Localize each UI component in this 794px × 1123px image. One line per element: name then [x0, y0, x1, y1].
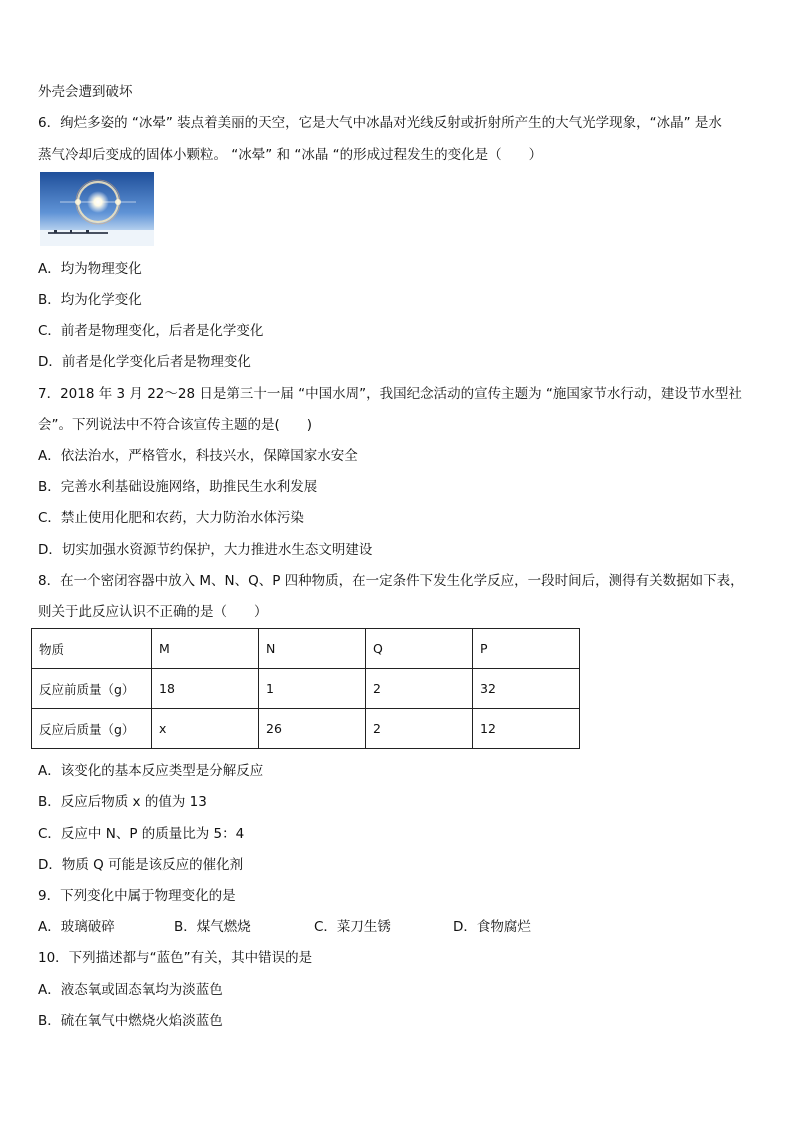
table-header-row [32, 629, 580, 669]
question-8-stem-cont: 则关于此反应认识不正确的是（ ） [38, 604, 268, 620]
question-7-option-a: A．依法治水，严格管水，科技兴水，保障国家水安全 [38, 448, 358, 464]
table-cell: 1 [259, 669, 366, 709]
table-header-cell: 物质 [32, 629, 152, 669]
question-8-option-a: A．该变化的基本反应类型是分解反应 [38, 763, 264, 779]
table-cell: 反应前质量（g） [32, 669, 152, 709]
table-cell: 12 [473, 709, 580, 749]
question-8-option-c: C．反应中 N、P 的质量比为 5：4 [38, 826, 245, 842]
table-cell: 32 [473, 669, 580, 709]
question-9-option-d: D．食物腐烂 [453, 919, 531, 935]
table-cell: 26 [259, 709, 366, 749]
question-8-option-d: D．物质 Q 可能是该反应的催化剂 [38, 857, 244, 873]
table-cell: 18 [152, 669, 259, 709]
table-cell: 反应后质量（g） [32, 709, 152, 749]
question-7-option-b: B．完善水利基础设施网络，助推民生水利发展 [38, 479, 318, 495]
question-8-stem: 8．在一个密闭容器中放入 M、N、Q、P 四种物质，在一定条件下发生化学反应，一段时间后，测得有关数据如下表， [38, 573, 744, 589]
question-9-option-c: C．菜刀生锈 [314, 919, 391, 935]
question-6-option-a: A．均为物理变化 [38, 261, 142, 277]
question-9-option-a: A．玻璃破碎 [38, 919, 115, 935]
table-header-cell: N [259, 629, 366, 669]
question-6-option-c: C．前者是物理变化，后者是化学变化 [38, 323, 264, 339]
ice-halo-photo [40, 172, 154, 246]
table-cell: 2 [366, 669, 473, 709]
table-cell: x [152, 709, 259, 749]
reaction-data-table [31, 628, 580, 749]
table-row [32, 709, 580, 749]
question-9-option-b: B．煤气燃烧 [174, 919, 251, 935]
question-6-option-b: B．均为化学变化 [38, 292, 142, 308]
question-6-stem: 6．绚烂多姿的 “冰晕” 装点着美丽的天空，它是大气中冰晶对光线反射或折射所产生的大气光学现象，“冰晶” 是水 [38, 115, 722, 131]
question-7-stem-cont: 会”。下列说法中不符合该宣传主题的是( ) [38, 417, 313, 433]
table-header-cell: M [152, 629, 259, 669]
table-header-cell: P [473, 629, 580, 669]
table-cell: 2 [366, 709, 473, 749]
question-10-stem: 10．下列描述都与“蓝色”有关，其中错误的是 [38, 950, 313, 966]
table-row [32, 669, 580, 709]
intro-line: 外壳会遭到破坏 [38, 84, 133, 100]
question-7-option-c: C．禁止使用化肥和农药，大力防治水体污染 [38, 510, 304, 526]
question-7-option-d: D．切实加强水资源节约保护，大力推进水生态文明建设 [38, 542, 373, 558]
question-6-option-d: D．前者是化学变化后者是物理变化 [38, 354, 251, 370]
question-6-stem-cont: 蒸气冷却后变成的固体小颗粒。 “冰晕” 和 “冰晶 “的形成过程发生的变化是（ ） [38, 147, 543, 163]
table-header-cell: Q [366, 629, 473, 669]
question-10-option-b: B．硫在氧气中燃烧火焰淡蓝色 [38, 1013, 223, 1029]
question-10-option-a: A．液态氧或固态氧均为淡蓝色 [38, 982, 223, 998]
question-7-stem: 7．2018 年 3 月 22～28 日是第三十一届 “中国水周”，我国纪念活动的宣传主题为 “施国家节水行动，建设节水型社 [38, 386, 742, 402]
question-9-stem: 9．下列变化中属于物理变化的是 [38, 888, 236, 904]
question-8-option-b: B．反应后物质 x 的值为 13 [38, 794, 207, 810]
